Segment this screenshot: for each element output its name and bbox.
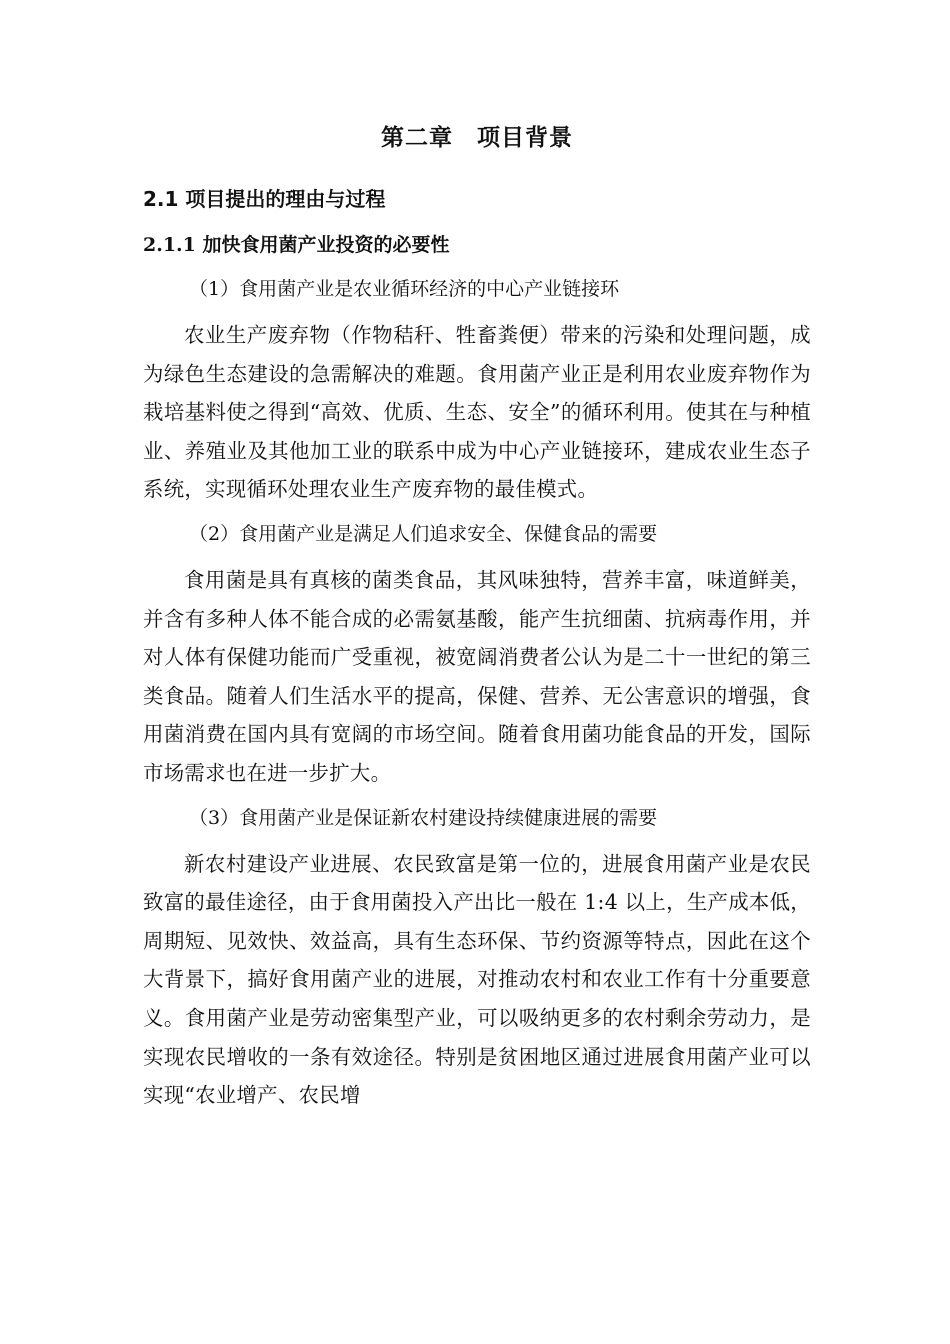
item-paragraph-1: 农业生产废弃物（作物秸秆、牲畜粪便）带来的污染和处理问题，成为绿色生态建设的急需解决的难题。食用菌产业正是利用农业废弃物作为栽培基料使之得到“高效、优质、生态、安全”的循环利用。使其在与种植业、养殖业及其他加工业的联系中成为中心产业链接环，建成农业生态子系统，实现循环处理农业生产废弃物的最佳模式。 bbox=[143, 323, 811, 502]
section-title: 2.1 项目提出的理由与过程 bbox=[143, 187, 386, 211]
item-heading-2: （2）食用菌产业是满足人们追求安全、保健食品的需要 bbox=[189, 522, 658, 545]
item-paragraph-3: 新农村建设产业进展、农民致富是第一位的，进展食用菌产业是农民致富的最佳途径，由于食用菌投入产出比一般在 1:4 以上，生产成本低，周期短、见效快、效益高，具有生态环保、节约资源等特点，因此在这个大背景下，搞好食用菌产业的进展，对推动农村和农业工作有十分重要意义。食用菌产业是劳动密集型产业，可以吸纳更多的农村剩余劳动力，是实现农民增收的一条有效途径。特别是贫困地区通过进展食用菌产业可以实现“农业增产、农民增 bbox=[143, 851, 811, 1108]
item-heading-3: （3）食用菌产业是保证新农村建设持续健康进展的需要 bbox=[189, 806, 658, 829]
chapter-title: 第二章 项目背景 bbox=[381, 125, 573, 151]
item-paragraph-2: 食用菌是具有真核的菌类食品，其风味独特，营养丰富，味道鲜美，并含有多种人体不能合成的必需氨基酸，能产生抗细菌、抗病毒作用，并对人体有保健功能而广受重视，被宽阔消费者公认为是二十一世纪的第三类食品。随着人们生活水平的提高，保健、营养、无公害意识的增强，食用菌消费在国内具有宽阔的市场空间。随着食用菌功能食品的开发，国际市场需求也在进一步扩大。 bbox=[143, 567, 811, 785]
document-page bbox=[143, 118, 811, 1125]
item-heading-1: （1）食用菌产业是农业循环经济的中心产业链接环 bbox=[189, 278, 620, 300]
subsection-title: 2.1.1 加快食用菌产业投资的必要性 bbox=[143, 234, 450, 256]
